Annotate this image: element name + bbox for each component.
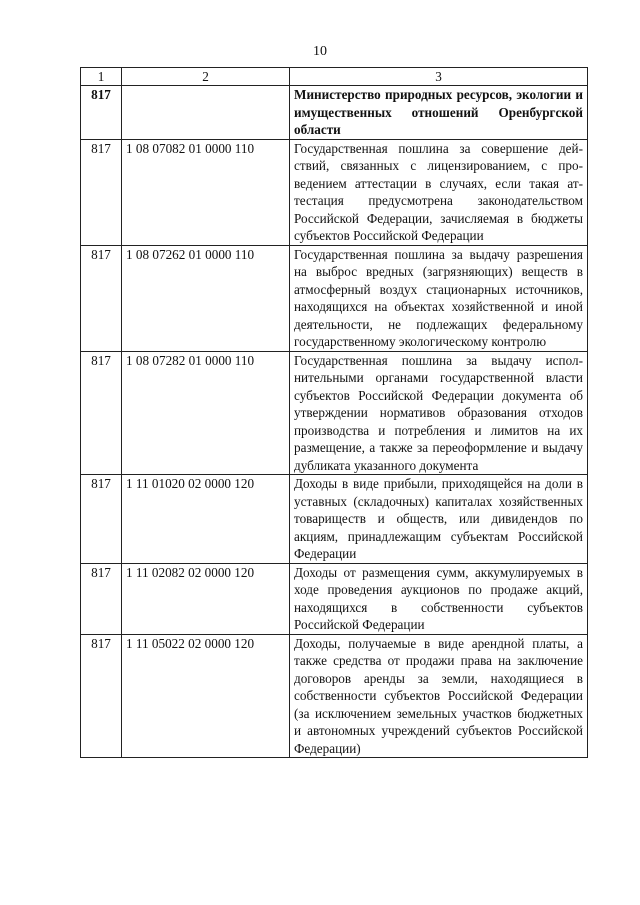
table-row — [81, 245, 588, 351]
table-row — [81, 563, 588, 634]
description-cell: Государственная пошлина за выдачу разрешения на выброс вредных (загрязняющих) веществ в атмосферный воздух стационарных источников, находящихся на объектах хозяйственной и иной деятельности, не подлежащих федеральному государственному экологическому контролю — [290, 245, 588, 351]
budget-code-cell: 1 08 07282 01 0000 110 — [122, 351, 290, 475]
admin-code-cell: 817 — [81, 86, 122, 140]
description-cell: Доходы, получаемые в виде арендной платы, а также средства от продажи права на заключение договоров аренды за земли, находящиеся в собственности субъектов Российской Федерации (за исключением земельных участков бюджетных и автономных учреждений субъектов Российской Федерации) — [290, 634, 588, 758]
description-cell: Государственная пошлина за совершение действий, связанных с лицензированием, с проведением аттестации в случаях, если такая аттестация предусмотрена законодательством Российской Федерации, зачисляемая в бюджеты субъектов Российской Федерации — [290, 139, 588, 245]
header-col-3: 3 — [290, 68, 588, 86]
table-row — [81, 139, 588, 245]
budget-code-cell: 1 08 07082 01 0000 110 — [122, 139, 290, 245]
admin-code-cell: 817 — [81, 245, 122, 351]
table-row — [81, 86, 588, 140]
admin-code-cell: 817 — [81, 634, 122, 758]
description-cell: Государственная пошлина за выдачу исполнительными органами государственной власти субъектов Российской Федерации документа об утверждении нормативов образования отходов производства и потребления и лимитов на их размещение, а также за переоформление и выдачу дубликата указанного документа — [290, 351, 588, 475]
header-col-2: 2 — [122, 68, 290, 86]
budget-code-cell: 1 11 02082 02 0000 120 — [122, 563, 290, 634]
page-number: 10 — [313, 44, 327, 59]
description-cell: Доходы в виде прибыли, приходящейся на доли в уставных (складочных) капиталах хозяйственных товариществ и обществ, или дивидендов по акциям, принадлежащим субъектам Российской Федерации — [290, 475, 588, 564]
header-col-1: 1 — [81, 68, 122, 86]
budget-code-cell: 1 11 05022 02 0000 120 — [122, 634, 290, 758]
table-header-row — [81, 68, 588, 86]
budget-codes-table — [80, 67, 588, 758]
table-row — [81, 475, 588, 564]
budget-code-cell: 1 08 07262 01 0000 110 — [122, 245, 290, 351]
budget-code-cell — [122, 86, 290, 140]
description-cell: Министерство природных ресурсов, экологии и имущественных отношений Оренбургской области — [290, 86, 588, 140]
table-row — [81, 351, 588, 475]
budget-code-cell: 1 11 01020 02 0000 120 — [122, 475, 290, 564]
admin-code-cell: 817 — [81, 351, 122, 475]
description-cell: Доходы от размещения сумм, аккумулируемых в ходе проведения аукционов по продаже акций, находящихся в собственности субъектов Российской Федерации — [290, 563, 588, 634]
table-row — [81, 634, 588, 758]
admin-code-cell: 817 — [81, 139, 122, 245]
admin-code-cell: 817 — [81, 563, 122, 634]
admin-code-cell: 817 — [81, 475, 122, 564]
